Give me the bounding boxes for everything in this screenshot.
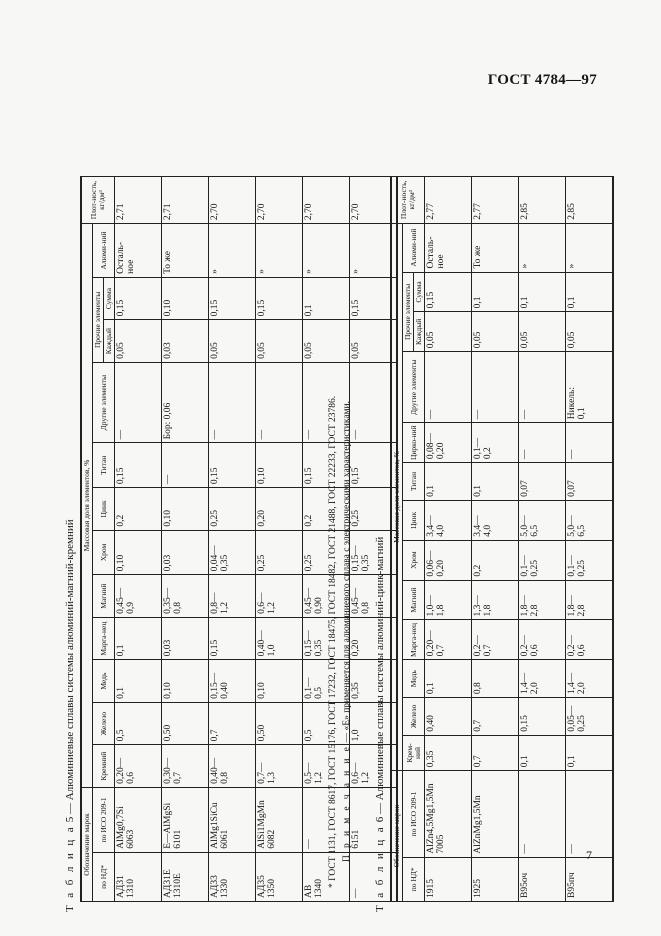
table6 bbox=[390, 176, 614, 902]
t6-head-zinc: Цинк bbox=[403, 500, 425, 540]
cell-mn: 0,2— 0,7 bbox=[472, 620, 519, 660]
cell-nd: — bbox=[350, 852, 398, 901]
cell-cr: 0,1— 0,25 bbox=[519, 540, 566, 580]
cell-cr: 0,10 bbox=[115, 530, 162, 575]
t6-head-zirconium: Цирко-ний bbox=[403, 423, 425, 463]
cell-rho: 2,85 bbox=[519, 177, 566, 224]
cell-iso: 6151 bbox=[350, 787, 398, 852]
table-row bbox=[256, 177, 303, 902]
cell-al: » bbox=[303, 224, 350, 278]
cell-al: » bbox=[350, 224, 398, 278]
t6-head-chromium: Хром bbox=[403, 540, 425, 580]
cell-al: То же bbox=[162, 224, 209, 278]
cell-mg: 0,45— 0,8 bbox=[350, 575, 398, 618]
t6-head-designation: Обозначение марок bbox=[391, 771, 403, 902]
t6-head-density: Плот-ность, кг/дм³ bbox=[391, 177, 425, 224]
cell-zr: 0,08— 0,20 bbox=[425, 423, 472, 463]
cell-al: Осталь- ное bbox=[425, 223, 472, 272]
cell-zn: 3,4— 4,0 bbox=[425, 500, 472, 540]
t5-head-other-elements: Другие элементы bbox=[93, 362, 115, 443]
table5-note-text: — «Е» применяется для алюминиевого сплава с электрическими характеристиками. bbox=[342, 400, 352, 743]
cell-other: — bbox=[350, 362, 398, 443]
cell-fe: 0,5 bbox=[115, 702, 162, 745]
t6-head-silicon: Крем-ний bbox=[403, 735, 425, 770]
cell-zn: 0,25 bbox=[209, 488, 256, 531]
t5-head-designation: Обозначение марок bbox=[81, 787, 93, 901]
t6-head-magnesium: Магний bbox=[403, 580, 425, 620]
cell-each: 0,05 bbox=[519, 312, 566, 352]
t6-head-iron: Железо bbox=[403, 698, 425, 736]
table-row bbox=[115, 177, 162, 902]
cell-each: 0,05 bbox=[115, 320, 162, 363]
cell-mn: 0,03 bbox=[162, 617, 209, 660]
cell-fe: 0,50 bbox=[162, 702, 209, 745]
cell-other: — bbox=[303, 362, 350, 443]
cell-zr: — bbox=[519, 423, 566, 463]
cell-si: 0,7— 1,3 bbox=[256, 745, 303, 788]
cell-iso: AlMg0,7Si 6063 bbox=[115, 787, 162, 852]
cell-fe: 0,7 bbox=[209, 702, 256, 745]
cell-ti: 0,1 bbox=[425, 463, 472, 501]
cell-cu: 0,15— 0,40 bbox=[209, 660, 256, 703]
cell-ti: 0,15 bbox=[350, 443, 398, 488]
table5-caption-text: 5 — Алюминиевые сплавы системы алюминий-магний-кремний bbox=[64, 519, 76, 823]
cell-cr: 0,06— 0,20 bbox=[425, 540, 472, 580]
cell-ti: 0,15 bbox=[303, 443, 350, 488]
table5-caption-prefix: Т а б л и ц а bbox=[64, 824, 76, 912]
cell-mn: 0,20 bbox=[350, 617, 398, 660]
t5-head-aluminium: Алюми-ний bbox=[93, 224, 115, 278]
table5-note bbox=[342, 401, 352, 862]
cell-ti: 0,10 bbox=[256, 443, 303, 488]
cell-rho: 2,70 bbox=[303, 177, 350, 224]
cell-cr: 0,25 bbox=[303, 530, 350, 575]
cell-fe: 0,15 bbox=[519, 698, 566, 736]
cell-iso: E—AlMgSi 6101 bbox=[162, 787, 209, 852]
cell-zr: 0,1— 0,2 bbox=[472, 423, 519, 463]
cell-rho: 2,71 bbox=[115, 177, 162, 224]
cell-fe: 0,5 bbox=[303, 702, 350, 745]
cell-rho: 2,70 bbox=[209, 177, 256, 224]
t5-head-copper: Медь bbox=[93, 660, 115, 703]
t6-head-other-elements: Другие элементы bbox=[403, 352, 425, 423]
cell-cu: 0,1— 0,5 bbox=[303, 660, 350, 703]
cell-sum: 0,15 bbox=[350, 277, 398, 320]
cell-ti: 0,07 bbox=[519, 463, 566, 501]
cell-sum: 0,1 bbox=[303, 277, 350, 320]
t6-head-each: Каждый bbox=[414, 312, 425, 352]
cell-ti: 0,07 bbox=[566, 463, 614, 501]
cell-al: » bbox=[256, 224, 303, 278]
cell-al: » bbox=[209, 224, 256, 278]
cell-mg: 0,35— 0,8 bbox=[162, 575, 209, 618]
cell-nd: АВ 1340 bbox=[303, 852, 350, 901]
cell-each: 0,05 bbox=[256, 320, 303, 363]
cell-al: То же bbox=[472, 223, 519, 272]
document-header: ГОСТ 4784—97 bbox=[487, 72, 597, 88]
cell-zn: 0,2 bbox=[115, 488, 162, 531]
cell-si: 0,5— 1,2 bbox=[303, 745, 350, 788]
cell-other: — bbox=[472, 352, 519, 423]
cell-cr: 0,03 bbox=[162, 530, 209, 575]
cell-other: — bbox=[519, 352, 566, 423]
table5-footnote: * ГОСТ 1131, ГОСТ 8617, ГОСТ 15176, ГОСТ 17232, ГОСТ 18475, ГОСТ 18482, ГОСТ 21488, ГОСТ 22233, ГОСТ 23786. bbox=[328, 395, 338, 888]
t5-head-silicon: Кремний bbox=[93, 745, 115, 788]
cell-si: 0,6— 1,2 bbox=[350, 745, 398, 788]
table6-body bbox=[425, 177, 614, 902]
t6-head-other-group: Прочие элементы bbox=[403, 272, 414, 352]
cell-nd: АД31Е 1310Е bbox=[162, 852, 209, 901]
cell-each: 0,03 bbox=[162, 320, 209, 363]
cell-other: — bbox=[115, 362, 162, 443]
table-row bbox=[566, 177, 614, 902]
cell-rho: 2,77 bbox=[472, 177, 519, 224]
table5-note-label: П р и м е ч а н и е bbox=[342, 744, 352, 862]
table6-caption bbox=[374, 537, 386, 912]
cell-cu: 0,1 bbox=[115, 660, 162, 703]
cell-rho: 2,85 bbox=[566, 177, 614, 224]
cell-mg: 1,8— 2,8 bbox=[566, 580, 614, 620]
t6-head-mass-fraction: Массовая доля элементов, % bbox=[391, 223, 403, 771]
cell-iso: AlMg1SiCu 6061 bbox=[209, 787, 256, 852]
cell-sum: 0,1 bbox=[472, 272, 519, 312]
cell-al: Осталь- ное bbox=[115, 224, 162, 278]
t5-head-sum: Сумма bbox=[104, 277, 115, 320]
cell-each: 0,05 bbox=[472, 312, 519, 352]
cell-fe: 0,7 bbox=[472, 698, 519, 736]
cell-sum: 0,1 bbox=[519, 272, 566, 312]
cell-iso: AlZn4,5Mg1,5Mn 7005 bbox=[425, 771, 472, 857]
cell-cu: 1,4— 2,0 bbox=[566, 660, 614, 698]
table6-caption-prefix: Т а б л и ц а bbox=[374, 824, 386, 912]
t5-head-other-group: Прочие элементы bbox=[93, 277, 104, 362]
t5-head-nd: по НД* bbox=[93, 852, 115, 901]
cell-mg: 0,45— 0,90 bbox=[303, 575, 350, 618]
t6-head-nd: по НД* bbox=[403, 857, 425, 901]
t5-head-iron: Железо bbox=[93, 702, 115, 745]
cell-rho: 2,71 bbox=[162, 177, 209, 224]
t5-head-magnesium: Магний bbox=[93, 575, 115, 618]
table-row bbox=[162, 177, 209, 902]
cell-al: » bbox=[519, 223, 566, 272]
cell-sum: 0,15 bbox=[425, 272, 472, 312]
cell-cr: 0,1— 0,25 bbox=[566, 540, 614, 580]
cell-nd: 1915 bbox=[425, 857, 472, 901]
cell-zn: 0,20 bbox=[256, 488, 303, 531]
cell-cu: 1,4— 2,0 bbox=[519, 660, 566, 698]
cell-fe: 0,50 bbox=[256, 702, 303, 745]
cell-si: 0,1 bbox=[519, 735, 566, 770]
page-number: 7 bbox=[586, 848, 592, 862]
cell-other: — bbox=[209, 362, 256, 443]
cell-ti: 0,15 bbox=[209, 443, 256, 488]
cell-mg: 1,8— 2,8 bbox=[519, 580, 566, 620]
table-row bbox=[209, 177, 256, 902]
table-row bbox=[472, 177, 519, 902]
cell-si: 0,30— 0,7 bbox=[162, 745, 209, 788]
cell-sum: 0,10 bbox=[162, 277, 209, 320]
cell-each: 0,05 bbox=[303, 320, 350, 363]
cell-cr: 0,25 bbox=[256, 530, 303, 575]
cell-mg: 1,0— 1,8 bbox=[425, 580, 472, 620]
cell-each: 0,05 bbox=[566, 312, 614, 352]
cell-each: 0,05 bbox=[209, 320, 256, 363]
cell-cu: 0,10 bbox=[162, 660, 209, 703]
cell-cu: 0,1 bbox=[425, 660, 472, 698]
t5-head-titanium: Титан bbox=[93, 443, 115, 488]
cell-fe: 0,05— 0,25 bbox=[566, 698, 614, 736]
cell-iso: AlZnMg1,5Mn bbox=[472, 771, 519, 857]
cell-mn: 0,2— 0,6 bbox=[519, 620, 566, 660]
cell-si: 0,35 bbox=[425, 735, 472, 770]
t6-head-iso: по ИСО 209-1 bbox=[403, 771, 425, 857]
cell-mg: 1,3— 1,8 bbox=[472, 580, 519, 620]
cell-rho: 2,77 bbox=[425, 177, 472, 224]
t6-head-manganese: Марга-нец bbox=[403, 620, 425, 660]
t5-head-density: Плот-ность, кг/дм³ bbox=[81, 177, 115, 224]
cell-iso: — bbox=[519, 771, 566, 857]
cell-sum: 0,15 bbox=[256, 277, 303, 320]
cell-cr: 0,15— 0,35 bbox=[350, 530, 398, 575]
cell-iso: — bbox=[303, 787, 350, 852]
t5-head-zinc: Цинк bbox=[93, 488, 115, 531]
cell-other: Никель: 0,1 bbox=[566, 352, 614, 423]
table-row bbox=[519, 177, 566, 902]
cell-zn: 0,2 bbox=[303, 488, 350, 531]
cell-each: 0,05 bbox=[350, 320, 398, 363]
cell-mn: 0,2— 0,6 bbox=[566, 620, 614, 660]
cell-cr: 0,04— 0,35 bbox=[209, 530, 256, 575]
t5-head-chromium: Хром bbox=[93, 530, 115, 575]
t5-head-manganese: Марга-нец bbox=[93, 617, 115, 660]
t5-head-mass-fraction: Массовая доля элементов, % bbox=[81, 224, 93, 788]
cell-si: 0,20— 0,6 bbox=[115, 745, 162, 788]
cell-nd: АД31 1310 bbox=[115, 852, 162, 901]
t6-head-copper: Медь bbox=[403, 660, 425, 698]
cell-iso: AlSi1MgMn 6082 bbox=[256, 787, 303, 852]
table-row bbox=[425, 177, 472, 902]
cell-al: » bbox=[566, 223, 614, 272]
cell-other: — bbox=[425, 352, 472, 423]
cell-mn: 0,20— 0,7 bbox=[425, 620, 472, 660]
cell-cu: 0,10 bbox=[256, 660, 303, 703]
cell-mg: 0,6— 1,2 bbox=[256, 575, 303, 618]
cell-other: — bbox=[256, 362, 303, 443]
table5-caption bbox=[64, 519, 76, 912]
cell-mn: 0,1 bbox=[115, 617, 162, 660]
t5-head-each: Каждый bbox=[104, 320, 115, 363]
cell-zr: — bbox=[566, 423, 614, 463]
t5-head-iso: по ИСО 209-1 bbox=[93, 787, 115, 852]
cell-si: 0,40— 0,8 bbox=[209, 745, 256, 788]
cell-si: 0,7 bbox=[472, 735, 519, 770]
table6-caption-text: 6 — Алюминиевые сплавы системы алюминий-цинк-магний bbox=[374, 536, 386, 823]
cell-zn: 5,0— 6,5 bbox=[566, 500, 614, 540]
cell-zn: 5,0— 6,5 bbox=[519, 500, 566, 540]
cell-mn: 0,40— 1,0 bbox=[256, 617, 303, 660]
cell-rho: 2,70 bbox=[350, 177, 398, 224]
cell-ti: 0,15 bbox=[115, 443, 162, 488]
cell-sum: 0,15 bbox=[209, 277, 256, 320]
cell-mn: 0,15— 0,35 bbox=[303, 617, 350, 660]
t6-head-sum: Сумма bbox=[414, 272, 425, 312]
cell-fe: 0,40 bbox=[425, 698, 472, 736]
cell-iso: — bbox=[566, 771, 614, 857]
cell-mg: 0,8— 1,2 bbox=[209, 575, 256, 618]
cell-nd: В95пч bbox=[566, 857, 614, 901]
cell-ti: 0,1 bbox=[472, 463, 519, 501]
cell-rho: 2,70 bbox=[256, 177, 303, 224]
rotated-content bbox=[0, 168, 661, 936]
cell-zn: 3,4— 4,0 bbox=[472, 500, 519, 540]
table5-body bbox=[115, 177, 398, 902]
cell-ti: — bbox=[162, 443, 209, 488]
cell-sum: 0,1 bbox=[566, 272, 614, 312]
cell-cu: 0,35 bbox=[350, 660, 398, 703]
cell-zn: 0,10 bbox=[162, 488, 209, 531]
cell-mg: 0,45— 0,9 bbox=[115, 575, 162, 618]
cell-zn: 0,25 bbox=[350, 488, 398, 531]
cell-mn: 0,15 bbox=[209, 617, 256, 660]
cell-si: 0,1 bbox=[566, 735, 614, 770]
t6-head-aluminium: Алюми-ний bbox=[403, 223, 425, 272]
cell-nd: В95оч bbox=[519, 857, 566, 901]
cell-cr: 0,2 bbox=[472, 540, 519, 580]
cell-fe: 1,0 bbox=[350, 702, 398, 745]
cell-nd: АД35 1350 bbox=[256, 852, 303, 901]
cell-other: Бор: 0,06 bbox=[162, 362, 209, 443]
cell-sum: 0,15 bbox=[115, 277, 162, 320]
cell-nd: АД33 1330 bbox=[209, 852, 256, 901]
cell-each: 0,05 bbox=[425, 312, 472, 352]
cell-cu: 0,8 bbox=[472, 660, 519, 698]
t6-head-titanium: Титан bbox=[403, 463, 425, 501]
cell-nd: 1925 bbox=[472, 857, 519, 901]
